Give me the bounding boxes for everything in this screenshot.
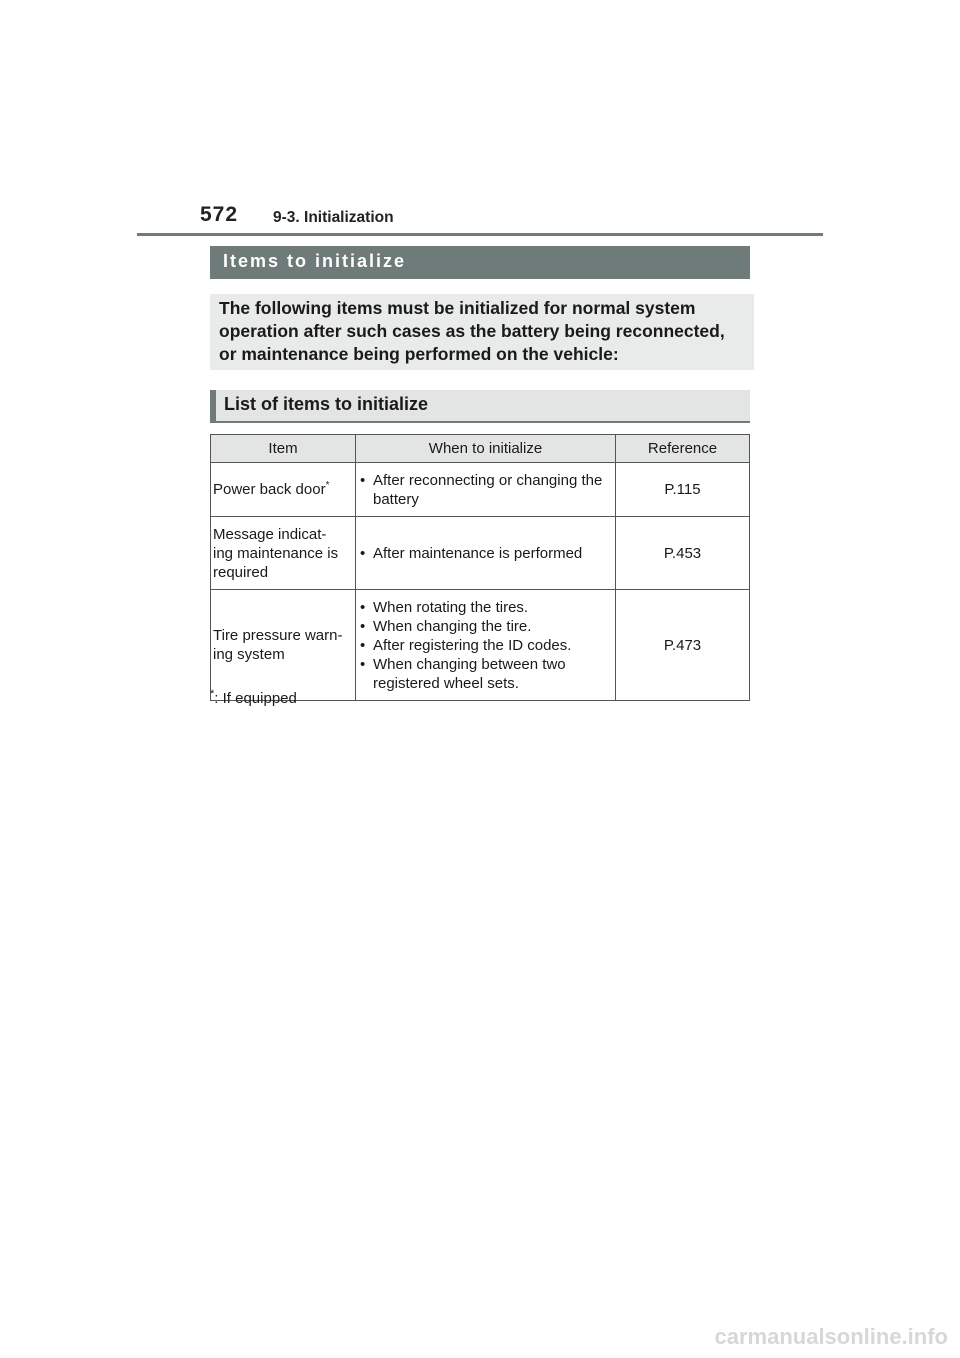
- header-when: When to initialize: [356, 435, 616, 463]
- list-item: • After reconnecting or changing the battery: [360, 471, 611, 509]
- footnote-text: : If equipped: [214, 690, 297, 707]
- reference-link: P.115: [616, 463, 750, 517]
- initialize-table: [210, 434, 750, 701]
- list-item: • When changing the tire.: [360, 617, 611, 636]
- header-rule: [137, 233, 823, 236]
- header-item: Item: [211, 435, 356, 463]
- list-item: • When changing between two registered wheel sets.: [360, 655, 611, 693]
- list-item: • After registering the ID codes.: [360, 636, 611, 655]
- list-item: • When rotating the tires.: [360, 598, 611, 617]
- watermark: carmanualsonline.info: [714, 1324, 948, 1349]
- table-row: [211, 517, 750, 590]
- item-cell: [211, 463, 356, 517]
- item-name: Power back door: [213, 481, 326, 498]
- table-header-row: [211, 435, 750, 463]
- when-cell: [356, 463, 616, 517]
- list-subheading: List of items to initialize: [210, 390, 750, 423]
- table-row: [211, 590, 750, 701]
- table-row: [211, 463, 750, 517]
- list-item: • After maintenance is performed: [360, 544, 611, 563]
- footnote-mark: *: [210, 688, 215, 700]
- reference-link: P.473: [616, 590, 750, 701]
- section-banner: Items to initialize: [210, 246, 750, 279]
- footnote-marker: *: [325, 480, 330, 491]
- section-title: 9-3. Initialization: [273, 209, 394, 226]
- item-cell: [211, 517, 356, 590]
- intro-text: The following items must be initialized for normal system operation after such cases as the battery being reconnected, or maintenance being performed on the vehicle:: [210, 294, 754, 370]
- item-line: ing system: [213, 646, 285, 663]
- item-line: required: [213, 563, 269, 581]
- item-line: ing maintenance is: [213, 544, 339, 562]
- reference-link: P.453: [616, 517, 750, 590]
- item-line: Tire pressure warn-: [213, 627, 343, 644]
- page-number: 572: [200, 203, 239, 226]
- when-cell: [356, 590, 616, 701]
- item-line: Message indicat-: [213, 525, 327, 543]
- footnote: [210, 690, 297, 707]
- header-reference: Reference: [616, 435, 750, 463]
- when-cell: [356, 517, 616, 590]
- item-cell: [211, 590, 356, 701]
